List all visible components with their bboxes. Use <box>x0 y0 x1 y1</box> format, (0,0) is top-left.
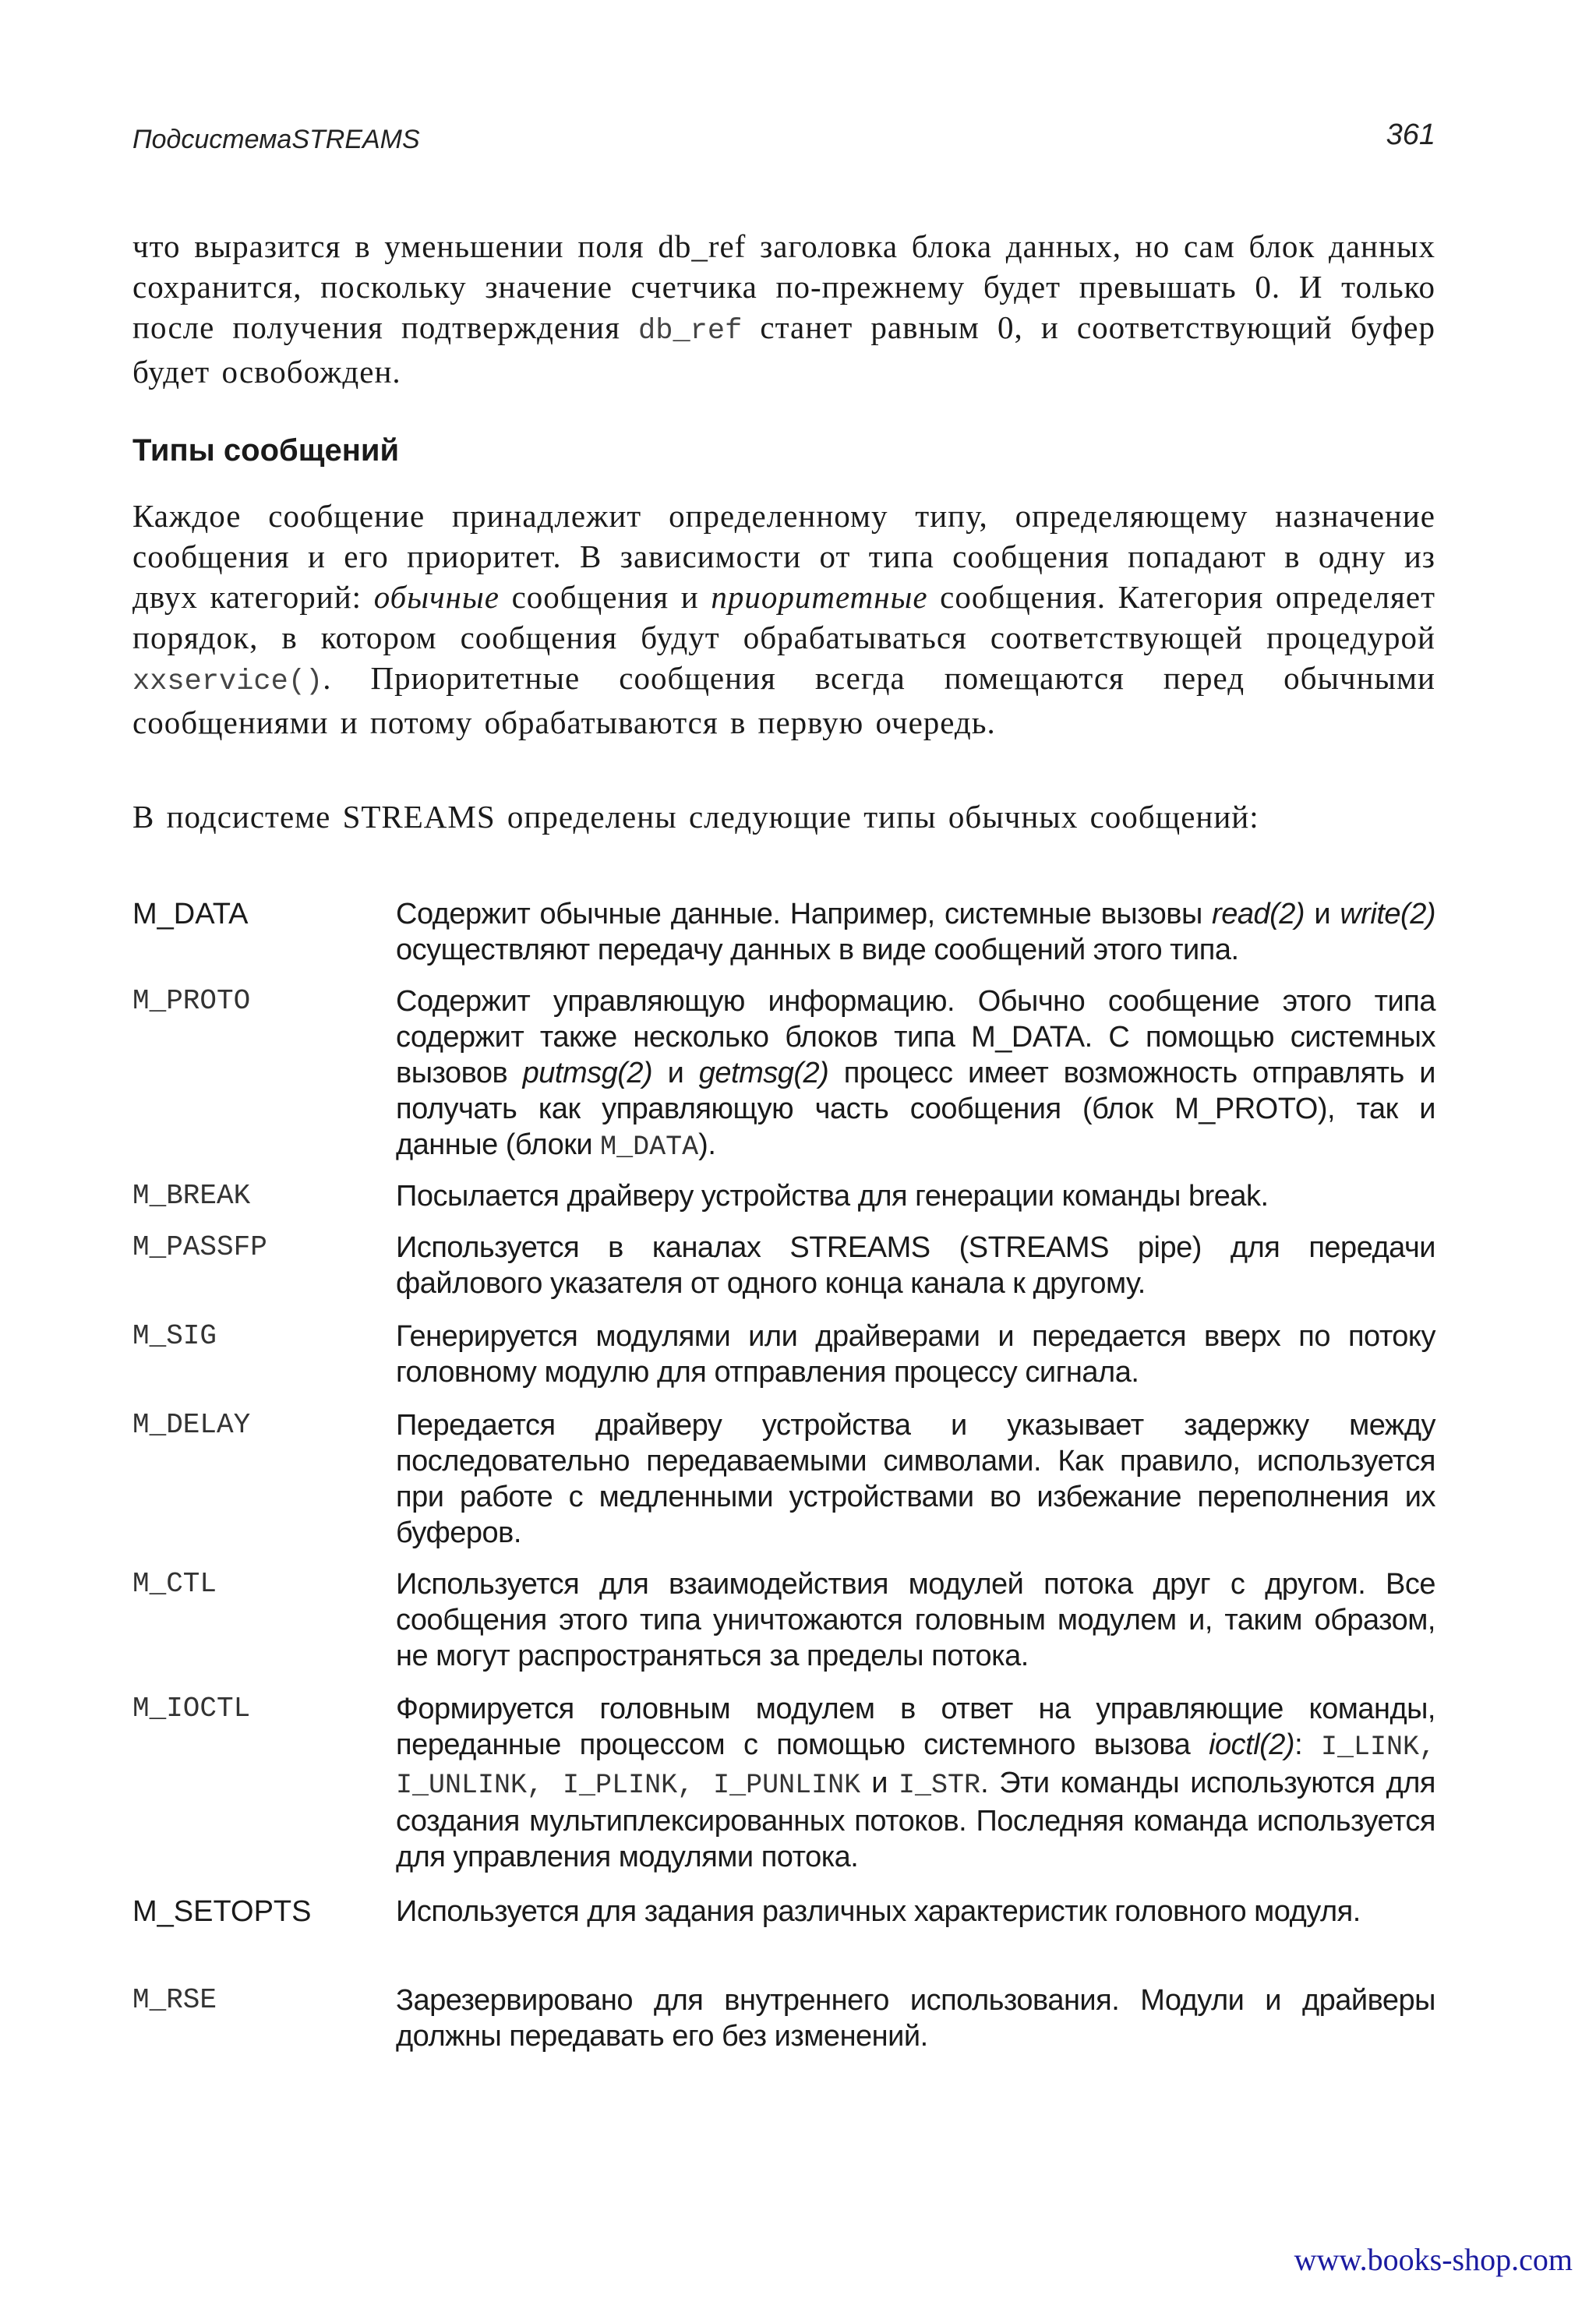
desc-code: M_DATA <box>600 1132 699 1163</box>
section-heading: Типы сообщений <box>132 433 400 468</box>
description: Передается драйверу устройства и указывает задержку между последовательно передаваемыми символами. Как правило, используется при работе с медленными устройствами во избежание переполнения их буферов. <box>396 1409 1435 1549</box>
paragraph-1-text-end: станет равным 0, и соответствующий буфер будет освобожден. <box>132 309 1435 390</box>
description <box>396 1691 1435 1875</box>
description: Посылается драйверу устройства для генерации команды break. <box>396 1180 1269 1213</box>
description: Генерируется модулями или драйверами и передается вверх по потоку головному модулю для отправления процессу сигнала. <box>396 1320 1435 1389</box>
term: M_IOCTL <box>132 1693 251 1725</box>
paragraph-2 <box>132 496 1435 743</box>
footer-url: www.books-shop.com <box>1294 2242 1573 2277</box>
desc-emphasis: read(2) <box>1212 898 1305 930</box>
page-header <box>132 118 1435 164</box>
desc-text: Содержит обычные данные. Например, системные вызовы <box>396 898 1213 930</box>
term: M_PROTO <box>132 985 251 1017</box>
paragraph-3: В подсистеме STREAMS определены следующие типы обычных сообщений: <box>132 799 1259 835</box>
desc-emphasis: write(2) <box>1340 898 1435 930</box>
desc-emphasis: putmsg(2) <box>522 1057 653 1089</box>
description <box>396 983 1435 1165</box>
description: Используется для задания различных характеристик головного модуля. <box>396 1895 1361 1928</box>
desc-text: осуществляют передачу данных в виде сообщений этого типа. <box>396 934 1239 966</box>
desc-text: ). <box>698 1128 716 1161</box>
term: M_CTL <box>132 1568 217 1600</box>
desc-text: и <box>1305 898 1340 930</box>
desc-text: : <box>1294 1728 1321 1761</box>
term: M_SIG <box>132 1320 217 1352</box>
paragraph-2-text: сообщения. Категория определяет порядок, в котором сообщения будут обрабатываться соответствующей процедурой <box>132 579 1436 655</box>
term: M_DATA <box>132 898 249 930</box>
desc-code: I_STR <box>899 1770 981 1801</box>
description: Используется в каналах STREAMS (STREAMS pipe) для передачи файлового указателя от одного конца канала к другому. <box>396 1231 1435 1300</box>
description: Зарезервировано для внутреннего использования. Модули и драйверы должны передавать его без изменений. <box>396 1984 1435 2053</box>
term: M_BREAK <box>132 1180 251 1212</box>
term: M_DELAY <box>132 1409 251 1441</box>
desc-code: I_LINK, I_UNLINK, I_PLINK, I_PUNLINK <box>396 1732 1435 1801</box>
desc-text: Содержит управляющую информацию. Обычно сообщение этого типа содержит также несколько блоков типа M_DATA. С помощью системных вызовов <box>396 985 1435 1089</box>
term: M_PASSFP <box>132 1231 267 1263</box>
paragraph-2-text: . Приоритетные сообщения всегда помещаются перед обычными сообщениями и потому обрабатываются в первую очередь. <box>132 660 1435 740</box>
emphasis-ordinary: обычные <box>373 579 500 615</box>
paragraph-1-text: что выразится в уменьшении поля db_ref заголовка блока данных, но сам блок данных сохранится, поскольку значение счетчика по-прежнему будет превышать 0. И только после получения подтверждения <box>132 228 1435 345</box>
desc-text: процесс имеет возможность отправлять и получать как управляющую часть сообщения (блок M_PROTO), так и данные (блоки <box>396 1057 1435 1161</box>
description <box>396 896 1435 968</box>
desc-text: и <box>860 1767 899 1799</box>
term: M_SETOPTS <box>132 1895 312 1928</box>
paragraph-2-text: Каждое сообщение принадлежит определенному типу, определяющему назначение сообщения и его приоритет. В зависимости от типа сообщения попадают в одну из двух категорий: <box>132 498 1435 615</box>
desc-text: и <box>652 1057 699 1089</box>
desc-emphasis: ioctl(2) <box>1209 1728 1295 1761</box>
running-title: ПодсистемаSTREAMS <box>132 125 420 154</box>
description: Используется для взаимодействия модулей потока друг с другом. Все сообщения этого типа уничтожаются головным модулем и, таким образом, не могут распространяться за пределы потока. <box>396 1568 1435 1672</box>
code-xxservice: xxservice() <box>132 666 323 698</box>
desc-text: Формируется головным модулем в ответ на управляющие команды, переданные процессом с помощью системного вызова <box>396 1693 1435 1761</box>
code-db-ref: db_ref <box>638 315 743 348</box>
term: M_RSE <box>132 1984 217 2016</box>
paragraph-2-text: сообщения и <box>499 579 711 615</box>
emphasis-priority: приоритетные <box>711 579 928 615</box>
desc-emphasis: getmsg(2) <box>698 1057 829 1089</box>
paragraph-1 <box>132 226 1435 392</box>
desc-text: . Эти команды используются для создания мультиплексированных потоков. Последняя команда используется для управления модулями потока. <box>396 1767 1435 1873</box>
page-number: 361 <box>1386 118 1435 151</box>
